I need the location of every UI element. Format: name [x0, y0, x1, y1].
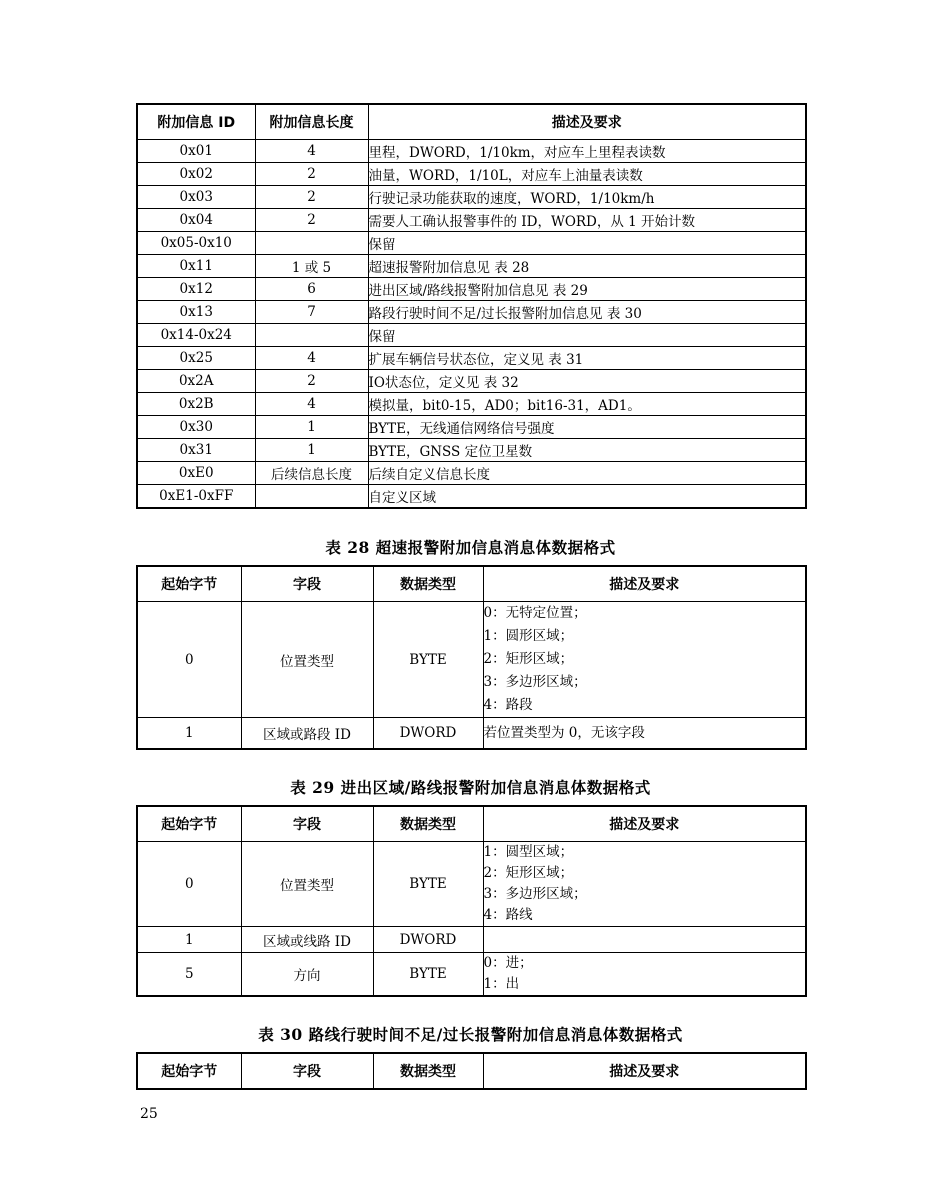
- table-cell: 保留: [368, 232, 806, 255]
- table-row: [137, 393, 806, 416]
- table-row: [137, 370, 806, 393]
- table-row: [137, 439, 806, 462]
- table-cell: 4: [255, 140, 368, 163]
- column-header-field: 字段: [241, 1053, 373, 1089]
- table-cell: 1: [137, 927, 241, 953]
- table-row: [137, 718, 806, 750]
- table-cell: 7: [255, 301, 368, 324]
- table28-header: [137, 566, 806, 602]
- table-cell: 0xE0: [137, 462, 255, 485]
- table-cell: 0xE1-0xFF: [137, 485, 255, 509]
- table-row: [137, 416, 806, 439]
- table-cell: BYTE，无线通信网络信号强度: [368, 416, 806, 439]
- table-cell: 行驶记录功能获取的速度，WORD，1/10km/h: [368, 186, 806, 209]
- table28: [136, 565, 807, 750]
- table-row: [137, 140, 806, 163]
- table-cell: 方向: [241, 953, 373, 997]
- description-line: 0：进；: [483, 955, 533, 971]
- table-cell: 0x12: [137, 278, 255, 301]
- column-header-field: 字段: [241, 806, 373, 842]
- description-line: 1：出: [483, 976, 520, 992]
- description-line: 1：圆形区域；: [483, 628, 574, 644]
- description-line: 3：多边形区域；: [483, 886, 587, 902]
- table-row: [137, 232, 806, 255]
- table-cell: 5: [137, 953, 241, 997]
- column-header-description: 描述及要求: [368, 104, 806, 140]
- table-cell: 2: [255, 186, 368, 209]
- table-cell: DWORD: [373, 718, 483, 750]
- table-cell: 自定义区域: [368, 485, 806, 509]
- table-cell: 需要人工确认报警事件的 ID，WORD，从 1 开始计数: [368, 209, 806, 232]
- table-row: [137, 163, 806, 186]
- table-cell: [483, 718, 806, 750]
- table-cell: 1: [255, 439, 368, 462]
- description-line: 0：无特定位置；: [483, 605, 587, 621]
- table28-body: [137, 602, 806, 750]
- table-row: [137, 255, 806, 278]
- table-cell: [255, 232, 368, 255]
- table30: [136, 1052, 807, 1090]
- header-row: [137, 1053, 806, 1089]
- table-cell: 0x03: [137, 186, 255, 209]
- table-cell: 路段行驶时间不足/过长报警附加信息见 表 30: [368, 301, 806, 324]
- table-cell: 区域或路段 ID: [241, 718, 373, 750]
- table-cell: [483, 953, 806, 997]
- table-cell: IO状态位，定义见 表 32: [368, 370, 806, 393]
- table-cell: 6: [255, 278, 368, 301]
- table-cell: 1: [255, 416, 368, 439]
- table-cell: 油量，WORD，1/10L，对应车上油量表读数: [368, 163, 806, 186]
- table-cell: [255, 324, 368, 347]
- table-cell: 进出区域/路线报警附加信息见 表 29: [368, 278, 806, 301]
- table-cell: 1 或 5: [255, 255, 368, 278]
- table-cell: 0x30: [137, 416, 255, 439]
- table-cell: 0x14-0x24: [137, 324, 255, 347]
- table29-header: [137, 806, 806, 842]
- column-header-data-type: 数据类型: [373, 806, 483, 842]
- table-cell: 0: [137, 602, 241, 718]
- table-cell: [255, 485, 368, 509]
- column-header-description: 描述及要求: [483, 1053, 806, 1089]
- table-cell: 0x2B: [137, 393, 255, 416]
- header-row: [137, 104, 806, 140]
- table-cell: 1: [137, 718, 241, 750]
- table-cell: 0x11: [137, 255, 255, 278]
- column-header-start-byte: 起始字节: [137, 806, 241, 842]
- table-row: [137, 842, 806, 927]
- table-cell: [483, 602, 806, 718]
- description-line: 3：多边形区域；: [483, 674, 587, 690]
- description-line: 4：路线: [483, 907, 533, 923]
- table-cell: 0x13: [137, 301, 255, 324]
- header-row: [137, 806, 806, 842]
- table-cell: 0x01: [137, 140, 255, 163]
- table-row: [137, 186, 806, 209]
- table-row: [137, 278, 806, 301]
- column-header-start-byte: 起始字节: [137, 566, 241, 602]
- table29: [136, 805, 807, 997]
- table-cell: 0x05-0x10: [137, 232, 255, 255]
- column-header-field: 字段: [241, 566, 373, 602]
- table-row: [137, 209, 806, 232]
- table-cell: BYTE: [373, 602, 483, 718]
- column-header-data-type: 数据类型: [373, 566, 483, 602]
- table-cell: 区域或线路 ID: [241, 927, 373, 953]
- table-cell: 0x25: [137, 347, 255, 370]
- table29-caption: 表 29 进出区域/路线报警附加信息消息体数据格式: [290, 778, 651, 797]
- table-cell: 后续信息长度: [255, 462, 368, 485]
- table28-caption: 表 28 超速报警附加信息消息体数据格式: [325, 538, 616, 557]
- table-cell: 2: [255, 370, 368, 393]
- table-row: [137, 953, 806, 997]
- table-cell: 0: [137, 842, 241, 927]
- description-line: 若位置类型为 0，无该字段: [483, 724, 645, 741]
- table-cell: DWORD: [373, 927, 483, 953]
- header-row: [137, 566, 806, 602]
- table-row: [137, 301, 806, 324]
- table-cell: 0x31: [137, 439, 255, 462]
- table-cell: 0x02: [137, 163, 255, 186]
- column-header-id: 附加信息 ID: [137, 104, 255, 140]
- column-header-description: 描述及要求: [483, 566, 806, 602]
- table-row: [137, 462, 806, 485]
- table30-header: [137, 1053, 806, 1089]
- table-cell: [483, 842, 806, 927]
- description-line: 4：路段: [483, 697, 533, 713]
- table-cell: 扩展车辆信号状态位，定义见 表 31: [368, 347, 806, 370]
- table-cell: 模拟量，bit0-15，AD0；bit16-31，AD1。: [368, 393, 806, 416]
- description-line: 2：矩形区域；: [483, 865, 574, 881]
- table-cell: 位置类型: [241, 842, 373, 927]
- table30-caption: 表 30 路线行驶时间不足/过长报警附加信息消息体数据格式: [258, 1025, 683, 1044]
- page-number: 25: [140, 1106, 158, 1122]
- page-content: [136, 103, 805, 1090]
- table-row: [137, 602, 806, 718]
- table-cell: 4: [255, 347, 368, 370]
- table-cell: 超速报警附加信息见 表 28: [368, 255, 806, 278]
- description-line: 1：圆型区域；: [483, 844, 574, 860]
- table-cell: 位置类型: [241, 602, 373, 718]
- description-line: 2：矩形区域；: [483, 651, 574, 667]
- table-cell: 里程，DWORD，1/10km，对应车上里程表读数: [368, 140, 806, 163]
- column-header-length: 附加信息长度: [255, 104, 368, 140]
- additional-info-table-body: [137, 140, 806, 509]
- column-header-data-type: 数据类型: [373, 1053, 483, 1089]
- additional-info-table: [136, 103, 807, 509]
- table-row: [137, 347, 806, 370]
- table-row: [137, 927, 806, 953]
- table-cell: 保留: [368, 324, 806, 347]
- table-cell: BYTE，GNSS 定位卫星数: [368, 439, 806, 462]
- column-header-start-byte: 起始字节: [137, 1053, 241, 1089]
- column-header-description: 描述及要求: [483, 806, 806, 842]
- table-row: [137, 324, 806, 347]
- table-cell: 2: [255, 209, 368, 232]
- table-cell: 后续自定义信息长度: [368, 462, 806, 485]
- table-cell: BYTE: [373, 842, 483, 927]
- table-cell: 0x2A: [137, 370, 255, 393]
- table-cell: 4: [255, 393, 368, 416]
- table-cell: 2: [255, 163, 368, 186]
- table-cell: [483, 927, 806, 953]
- table-cell: 0x04: [137, 209, 255, 232]
- table-cell: BYTE: [373, 953, 483, 997]
- table29-body: [137, 842, 806, 997]
- additional-info-table-header: [137, 104, 806, 140]
- table-row: [137, 485, 806, 509]
